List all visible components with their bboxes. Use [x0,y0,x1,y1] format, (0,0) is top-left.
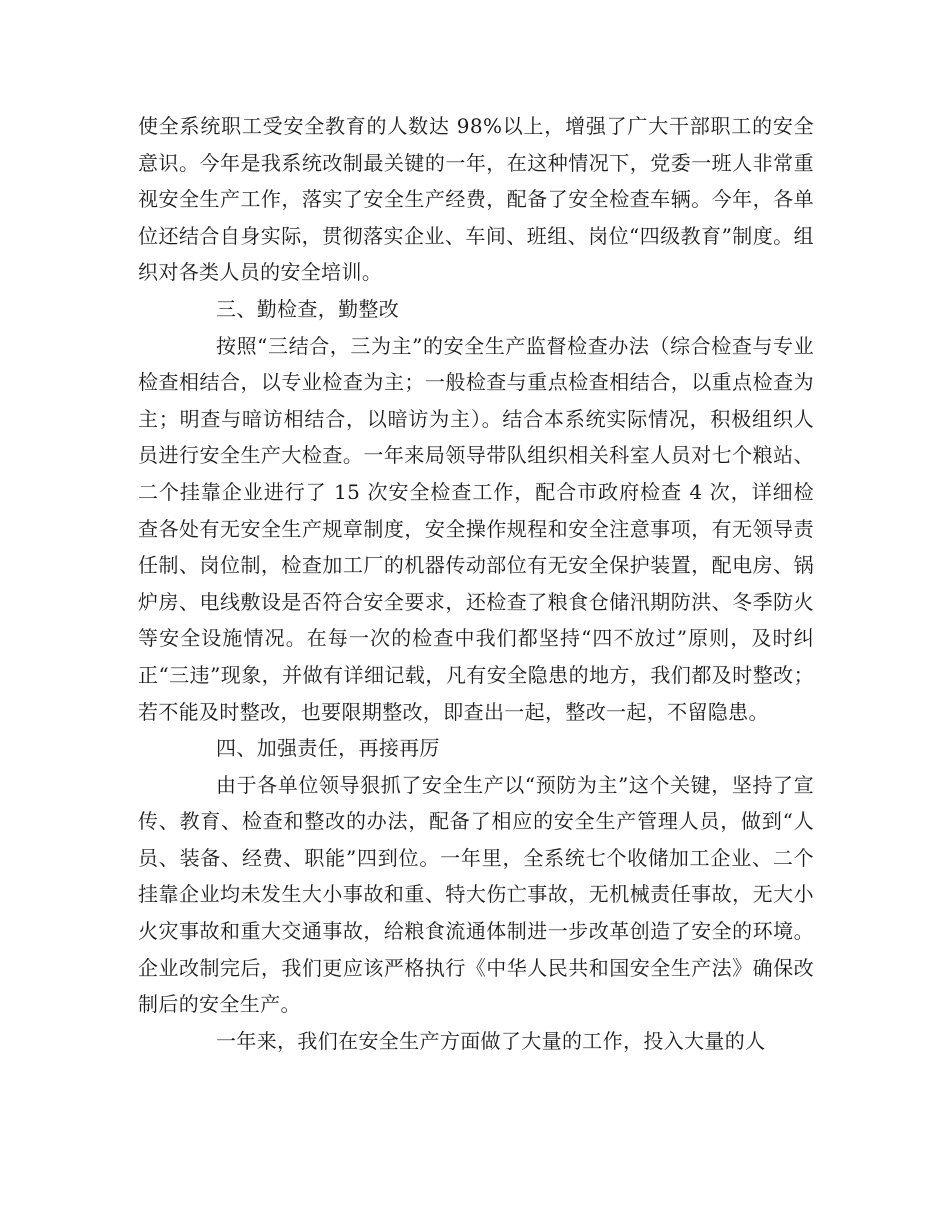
paragraph-responsibility: 由于各单位领导狠抓了安全生产以“预防为主”这个关键，坚持了宣传、教育、检查和整改的办法，配备了相应的安全生产管理人员，做到“人员、装备、经费、职能”四到位。一年里，全系统七个收储加工企业、二个挂靠企业均未发生大小事故和重、特大伤亡事故，无机械责任事故，无大小火灾事故和重大交通事故，给粮食流通体制进一步改革创造了安全的环境。企业改制完后，我们更应该严格执行《中华人民共和国安全生产法》确保改制后的安全生产。 [138,772,814,1017]
paragraph-summary: 一年来，我们在安全生产方面做了大量的工作，投入大量的人 [216,1028,766,1053]
section-heading-inspection: 三、勤检查，勤整改 [216,296,400,321]
section-heading-responsibility: 四、加强责任，再接再厉 [216,736,440,761]
paragraph-inspection: 按照“三结合，三为主”的安全生产监督检查办法（综合检查与专业检查相结合，以专业检查为主；一般检查与重点检查相结合，以重点检查为主；明查与暗访相结合，以暗访为主）。结合本系统实际情况，积极组织人员进行安全生产大检查。一年来局领导带队组织相关科室人员对七个粮站、二个挂靠企业进行了 15 次安全检查工作，配合市政府检查 4 次，详细检查各处有无安全生产规章制度，安全操作规程和安全注意事项，有无领导责任制、岗位制，检查加工厂的机器传动部位有无安全保护装置，配电房、锅炉房、电线敷设是否符合安全要求，还检查了粮食仓储汛期防洪、冬季防火等安全设施情况。在每一次的检查中我们都坚持“四不放过”原则，及时纠正“三违”现象，并做有详细记载，凡有安全隐患的地方，我们都及时整改；若不能及时整改，也要限期整改，即查出一起，整改一起，不留隐患。 [138,333,814,724]
document-page [138,108,814,1059]
paragraph-safety-education: 使全系统职工受安全教育的人数达 98%以上，增强了广大干部职工的安全意识。今年是我系统改制最关键的一年，在这种情况下，党委一班人非常重视安全生产工作，落实了安全生产经费，配备了安全检查车辆。今年，各单位还结合自身实际，贯彻落实企业、车间、班组、岗位“四级教育”制度。组织对各类人员的安全培训。 [138,114,814,285]
